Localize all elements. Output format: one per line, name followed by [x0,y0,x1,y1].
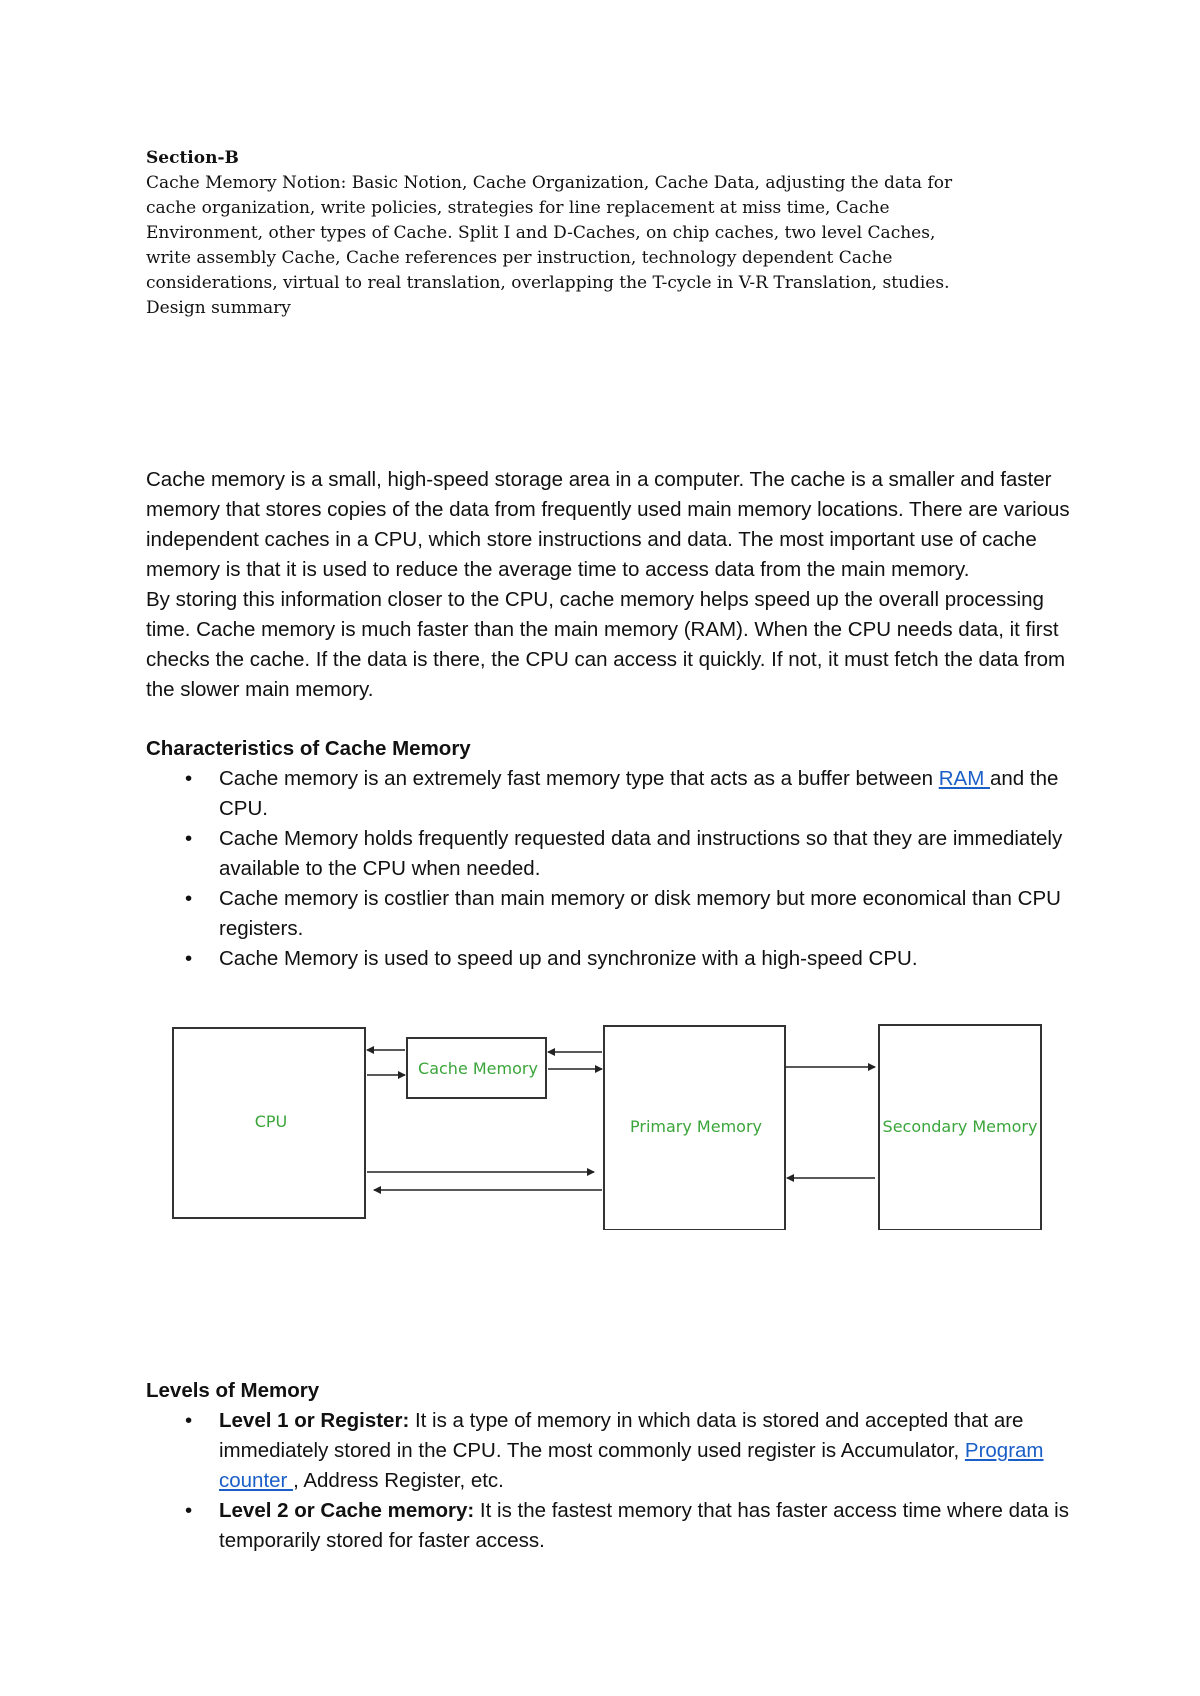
syllabus-line: Cache Memory Notion: Basic Notion, Cache Organization, Cache Data, adjusting the data for [146,173,953,193]
ram-link[interactable]: RAM [938,767,990,790]
bullet-icon: • [185,827,193,850]
list-item [146,764,1081,824]
item-text: It is a type of memory in which data is stored and accepted that are immediately stored in the CPU. The most commonly used register is Accumulator, [219,1409,1024,1462]
list-item [146,824,1081,884]
syllabus-line: Design summary [146,298,291,318]
item-text: , Address Register, etc. [293,1469,504,1492]
levels-list [146,1406,1081,1556]
intro-paragraph-2: By storing this information closer to the CPU, cache memory helps speed up the overall processing time. Cache memory is much faster than the main memory (RAM). When the CPU needs data, it first checks the cache. If the data is there, the CPU can access it quickly. If not, it must fetch the data from the slower main memory. [146,588,1066,701]
list-item [146,944,1081,974]
item-text: Cache Memory holds frequently requested data and instructions so that they are immediately available to the CPU when needed. [219,827,1063,880]
program-counter-link[interactable]: Program counter [219,1439,1044,1492]
cache-memory-label: Cache Memory [418,1059,538,1078]
item-text: and the CPU. [219,767,1059,820]
section-title: Section-B [146,148,239,168]
syllabus-line: cache organization, write policies, strategies for line replacement at miss time, Cache [146,198,890,218]
item-term: Level 2 or Cache memory: [219,1499,475,1522]
list-item [146,1406,1081,1496]
item-term: Level 1 or Register: [219,1409,410,1432]
list-item [146,1496,1081,1556]
intro-paragraph-1: Cache memory is a small, high-speed storage area in a computer. The cache is a smaller and faster memory that stores copies of the data from frequently used main memory locations. There are various independent caches in a CPU, which store instructions and data. The most important use of cache memory is that it is used to reduce the average time to access data from the main memory. [146,468,1070,581]
characteristics-list [146,764,1081,974]
bullet-icon: • [185,1499,193,1522]
memory-diagram [160,1015,1060,1235]
intro-section [146,465,1081,705]
syllabus-block [146,146,996,321]
cpu-label: CPU [254,1112,288,1131]
item-text: It is the fastest memory that has faster access time where data is temporarily stored for faster access. [219,1499,1069,1552]
bullet-icon: • [185,947,193,970]
list-item [146,884,1081,944]
bullet-icon: • [185,767,193,790]
item-text: Cache Memory is used to speed up and synchronize with a high-speed CPU. [219,947,918,970]
syllabus-line: Environment, other types of Cache. Split I and D-Caches, on chip caches, two level Caches, [146,223,936,243]
memory-diagram-svg [160,1015,1060,1230]
characteristics-heading: Characteristics of Cache Memory [146,737,471,760]
secondary-memory-label: Secondary Memory [882,1117,1038,1136]
syllabus-line: write assembly Cache, Cache references per instruction, technology dependent Cache [146,248,893,268]
bullet-icon: • [185,1409,193,1432]
levels-heading: Levels of Memory [146,1379,320,1402]
item-text: Cache memory is an extremely fast memory type that acts as a buffer between [219,767,939,790]
item-text: Cache memory is costlier than main memory or disk memory but more economical than CPU registers. [219,887,1061,940]
syllabus-line: considerations, virtual to real translation, overlapping the T-cycle in V-R Translation, studies. [146,273,950,293]
primary-memory-label: Primary Memory [630,1117,762,1136]
bullet-icon: • [185,887,193,910]
